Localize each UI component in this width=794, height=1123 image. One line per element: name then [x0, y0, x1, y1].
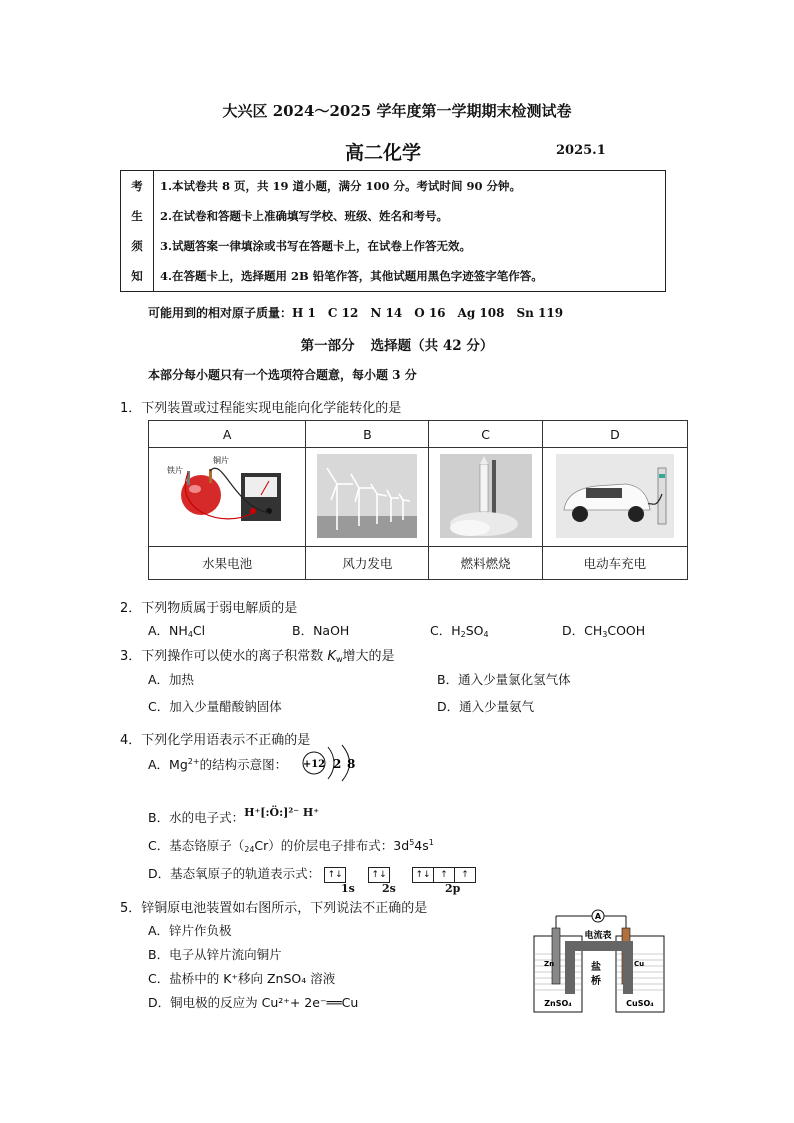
orbital-label-2p: 2p [445, 882, 461, 895]
shell-electrons: 8 [347, 757, 356, 771]
q1-caption: 水果电池 [149, 547, 306, 580]
notice-label: 须 [121, 231, 154, 261]
atomic-masses-label: 可能用到的相对原子质量： [148, 306, 293, 320]
copper-label: 铜片 [213, 455, 230, 465]
q1-image-table [148, 420, 688, 580]
part-title: 第一部分 [300, 338, 355, 354]
q3-option-a: A．加热 [148, 672, 195, 687]
q1-caption: 燃料燃烧 [429, 547, 542, 580]
notice-item: 1.本试卷共 8 页，共 19 道小题，满分 100 分。考试时间 90 分钟。 [154, 171, 666, 202]
notice-item: 3.试题答案一律填涂或书写在答题卡上，在试卷上作答无效。 [154, 231, 666, 261]
q1-caption: 风力发电 [306, 547, 429, 580]
q1-header: B [306, 421, 429, 448]
q1-caption: 电动车充电 [542, 547, 687, 580]
q2-option-b: B．NaOH [292, 623, 350, 638]
q5-option-a: A．锌片作负极 [148, 923, 232, 938]
q4-option-b: B．水的电子式：H⁺[:Ö:]²⁻ H⁺ [148, 806, 320, 825]
zn-electrode-label: Zn [544, 960, 555, 968]
orbital-box: ↑ [454, 867, 476, 883]
ev-charging-image [542, 448, 687, 547]
nucleus-charge: +12 [302, 759, 326, 770]
q5-option-b: B．电子从锌片流向铜片 [148, 947, 282, 962]
ammeter-symbol: A [594, 912, 602, 921]
q2-stem: 2．下列物质属于弱电解质的是 [120, 601, 298, 616]
water-electron-formula: H⁺[:Ö:]²⁻ H⁺ [244, 806, 320, 819]
q4-stem: 4．下列化学用语表示不正确的是 [120, 733, 311, 748]
part-heading [0, 334, 794, 354]
fuel-combustion-image [429, 448, 542, 547]
atomic-mass: O 16 [414, 306, 446, 320]
notice-label: 考 [121, 171, 154, 202]
orbital-box: ↑↓ [412, 867, 433, 883]
q3-option-b: B．通入少量氯化氢气体 [437, 672, 571, 687]
q5-option-d: D．铜电极的反应为 Cu²⁺+ 2e⁻══Cu [148, 995, 359, 1010]
notice-item: 2.在试卷和答题卡上准确填写学校、班级、姓名和考号。 [154, 201, 666, 231]
orbital-box: ↑ [433, 867, 454, 883]
atomic-mass: C 12 [327, 306, 359, 320]
exam-date: 2025.1 [556, 143, 606, 158]
q4-option-a: A．$Mg^{2+}$的结构示意图： [148, 757, 288, 772]
part-instruction: 本部分每小题只有一个选项符合题意，每小题 3 分 [148, 368, 417, 382]
wind-power-image [306, 448, 429, 547]
q3-option-c: C．加入少量醋酸钠固体 [148, 699, 282, 714]
notice-item: 4.在答题卡上，选择题用 2B 铅笔作答，其他试题用黑色字迹签字笔作答。 [154, 261, 666, 292]
atomic-mass: H 1 [292, 306, 316, 320]
mg-ion-structure-diagram [300, 741, 360, 785]
salt-bridge-label-1: 盐 [591, 962, 601, 973]
subject-title: 高二化学 [345, 142, 422, 164]
q3-option-d: D．通入少量氨气 [437, 699, 535, 714]
q2-option-d: D．$CH_3COOH$ [562, 623, 646, 639]
iron-label: 铁片 [167, 465, 184, 475]
znso4-label: ZnSO₄ [544, 999, 572, 1008]
fruit-battery-image [149, 448, 306, 547]
notice-table [120, 170, 666, 292]
atomic-mass: Ag 108 [457, 306, 505, 320]
atomic-masses [148, 304, 575, 321]
q3-stem: 3．下列操作可以使水的离子积常数 $K_w$增大的是 [120, 649, 395, 664]
q1-header: A [149, 421, 306, 448]
q1-header: C [429, 421, 542, 448]
exam-title: 大兴区 2024～2025 学年度第一学期期末检测试卷 [222, 102, 572, 120]
atomic-mass: Sn 119 [516, 306, 564, 320]
orbital-box: ↑↓ [324, 867, 346, 883]
q1-stem: 1．下列装置或过程能实现电能向化学能转化的是 [120, 401, 402, 416]
shell-electrons: 2 [333, 757, 342, 771]
q2-option-c: C．$H_2SO_4$ [430, 623, 489, 639]
part-subtitle: 选择题（共 42 分） [370, 338, 494, 354]
q4-option-d: D．基态氧原子的轨道表示式： ↑↓ ↑↓ ↑↓ ↑ ↑ [148, 864, 476, 883]
cu-electrode-label: Cu [634, 960, 645, 968]
q1-header: D [542, 421, 687, 448]
galvanic-cell-diagram [530, 908, 670, 1018]
notice-label: 知 [121, 261, 154, 292]
salt-bridge-label-2: 桥 [591, 976, 601, 987]
cuso4-label: CuSO₄ [626, 999, 654, 1008]
q2-option-a: A．$NH_4Cl$ [148, 623, 206, 639]
q4-option-c: C．基态铬原子$(_{24}Cr)$的价层电子排布式：$3d^54s^1$ [148, 838, 434, 854]
notice-label: 生 [121, 201, 154, 231]
orbital-label-1s: 1s [341, 882, 355, 895]
q5-stem: 5．锌铜原电池装置如右图所示，下列说法不正确的是 [120, 901, 428, 916]
orbital-label-2s: 2s [382, 882, 396, 895]
q5-option-c: C．盐桥中的 K⁺移向 ZnSO₄ 溶液 [148, 971, 336, 986]
atomic-mass: N 14 [370, 306, 403, 320]
orbital-box: ↑↓ [368, 867, 390, 883]
ammeter-label: 电流表 [584, 931, 612, 941]
